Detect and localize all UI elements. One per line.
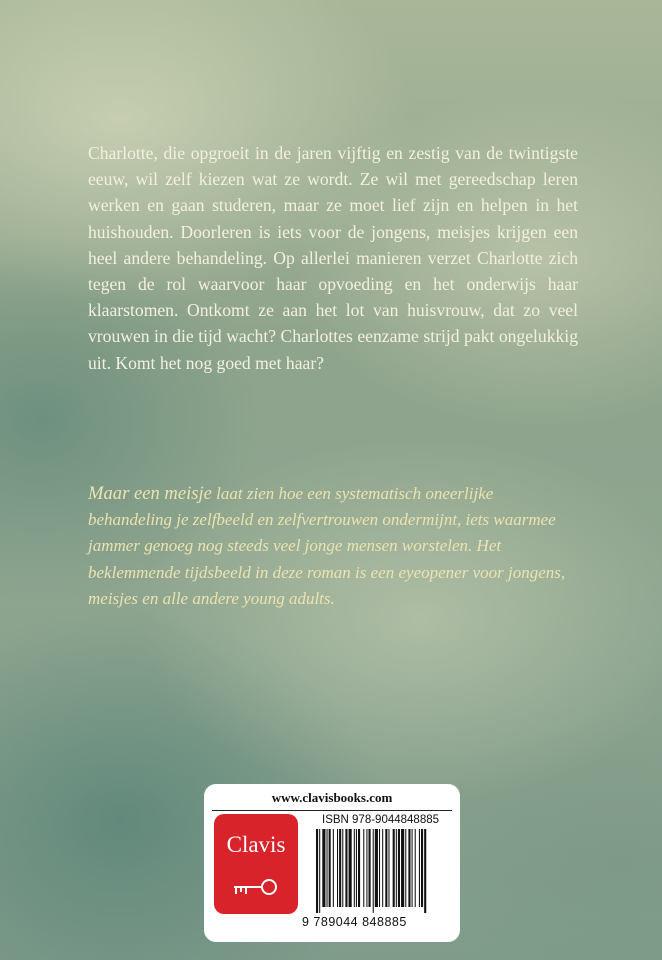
barcode-bar — [339, 829, 341, 907]
barcode-bar — [354, 829, 355, 907]
barcode-bar — [419, 829, 420, 907]
barcode-bar — [385, 829, 387, 907]
publisher-name: Clavis — [226, 832, 286, 857]
barcode-bar — [393, 829, 395, 907]
barcode-digits: 9 789044 848885 — [302, 915, 407, 929]
blurb-text: Charlotte, die opgroeit in de jaren vijftig en zestig van de twintigste eeuw, wil zelf kiezen wat ze wordt. Ze wil met gereedschap leren werken en gaan studeren, maar ze moet lief zijn en helpen in het huishouden. Doorleren is iets voor de jongens, meisjes krijgen een heel andere behandeling. Op allerlei manieren verzet Charlotte zich tegen de rol waarvoor haar opvoeding en het onderwijs haar klaarstomen. Ontkomt ze aan het lot van huisvrouw, dat zo veel vrouwen in die tijd wacht? Charlottes eenzame strijd pakt ongelukkig uit. Komt het nog goed met haar? — [88, 143, 578, 373]
barcode-bar — [396, 829, 397, 907]
back-cover-tagline — [88, 481, 578, 612]
publisher-logo — [214, 814, 298, 914]
back-cover-blurb — [88, 140, 578, 376]
barcode-bar — [337, 829, 338, 907]
barcode-bar — [356, 829, 357, 907]
key-icon — [232, 878, 280, 900]
barcode-bar — [333, 829, 334, 907]
divider — [212, 810, 452, 811]
barcode-bar — [369, 829, 371, 907]
barcode — [314, 829, 452, 913]
publisher-url: www.clavisbooks.com — [271, 790, 393, 805]
barcode-bar — [424, 829, 426, 913]
book-title-inline: Maar een meisje — [88, 483, 212, 504]
barcode-bar — [375, 829, 378, 907]
barcode-bar — [388, 829, 389, 907]
barcode-bar — [379, 829, 380, 907]
barcode-bar — [366, 829, 367, 907]
barcode-bar — [349, 829, 352, 907]
barcode-bar — [363, 829, 364, 907]
barcode-panel — [204, 784, 460, 942]
isbn-label: ISBN 978-9044848885 — [322, 814, 440, 826]
barcode-bar — [382, 829, 383, 907]
tagline-text: laat zien hoe een systematisch oneerlijke behandeling je zelfbeeld en zelfvertrouwen ondermijnt, iets waarmee jammer genoeg nog steeds veel jonge mensen worstelen. Het beklemmende tijdsbeeld in deze roman is een eyeopener voor jongens, meisjes en alle andere young adults. — [88, 484, 566, 608]
barcode-bar — [415, 829, 416, 907]
barcode-bar — [322, 829, 325, 907]
barcode-bar — [342, 829, 343, 907]
barcode-bar — [398, 829, 400, 907]
barcode-bar — [345, 829, 347, 907]
barcode-bar — [319, 829, 320, 913]
barcode-bar — [408, 829, 410, 907]
barcode-bar — [412, 829, 413, 907]
barcode-bar — [358, 829, 360, 907]
barcode-bar — [373, 829, 374, 913]
barcode-bar — [316, 829, 318, 913]
barcode-bar — [405, 829, 406, 907]
barcode-bar — [421, 829, 423, 907]
barcode-bar — [329, 829, 331, 907]
barcode-bar — [327, 829, 328, 907]
barcode-bar — [401, 829, 404, 907]
